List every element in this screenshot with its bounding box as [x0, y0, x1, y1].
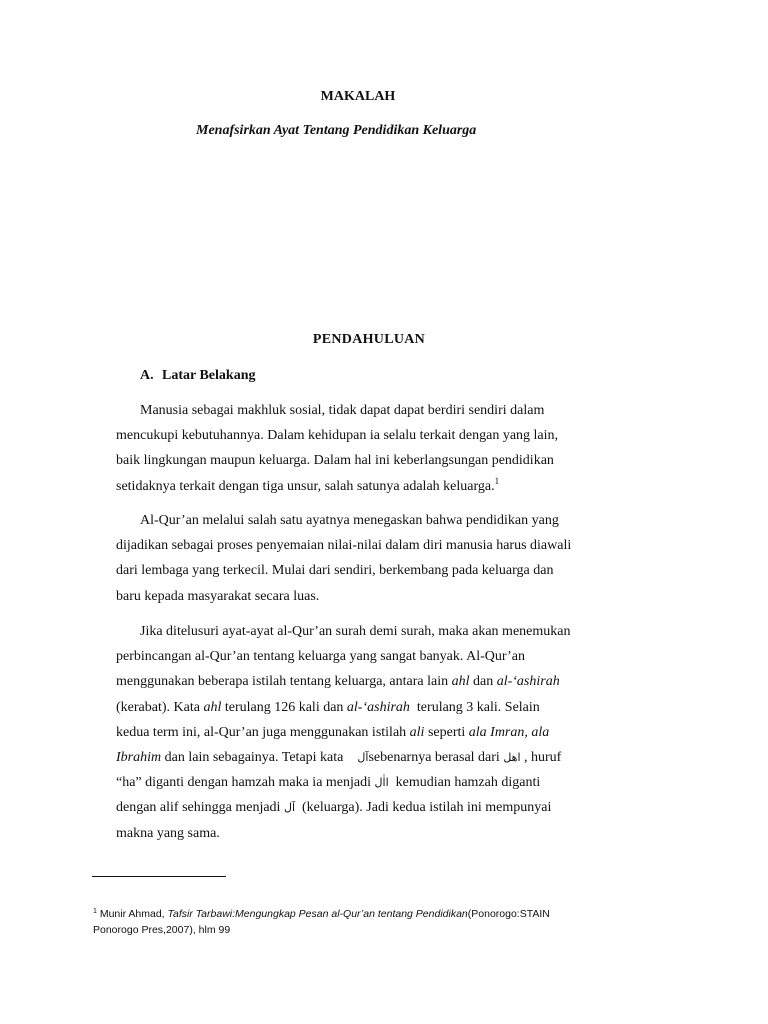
subsection-heading	[140, 368, 255, 384]
document-subtitle: Menafsirkan Ayat Tentang Pendidikan Keluarga	[196, 123, 477, 138]
arabic-word: ااٰل	[374, 776, 389, 790]
footnote-number: 1	[93, 908, 97, 915]
paragraph-line: setidaknya terkait dengan tiga unsur, salah satunya adalah keluarga.$^1$	[116, 475, 500, 494]
document-title: MAKALAH	[320, 89, 396, 104]
paragraph-3	[116, 619, 621, 846]
arabic-word: آل	[357, 751, 369, 765]
paragraph-line: dari lembaga yang terkecil. Mulai dari sendiri, berkembang pada keluarga dan	[116, 563, 554, 579]
footnote-line: Ponorogo Pres,2007), hlm 99	[93, 924, 231, 936]
section-heading: PENDAHULUAN	[312, 332, 426, 347]
paragraph-1	[116, 398, 621, 499]
paragraph-line: perbincangan al-Qur’an tentang keluarga yang sangat banyak. Al-Qur’an	[116, 649, 525, 665]
footnote-separator	[92, 876, 226, 877]
paragraph-line: Ibrahim dan lain sebagainya. Tetapi kata آلsebenarnya berasal dari اهل , huruf	[116, 750, 562, 766]
subsection-label: Latar Belakang	[162, 368, 256, 383]
paragraph-line: dengan alif sehingga menjadi آل (keluarga). Jadi kedua istilah ini mempunyai	[116, 800, 552, 816]
footnote-line: $^1$ Munir Ahmad, Tafsir Tarbawi:Mengungkap Pesan al-Qur’an tentang Pendidikan(Ponorogo:STAIN	[93, 908, 550, 920]
paragraph-line: (kerabat). Kata ahl terulang 126 kali dan al-‘ashirah terulang 3 kali. Selain	[116, 699, 540, 715]
paragraph-line: “ha” diganti dengan hamzah maka ia menjadi ااٰل kemudian hamzah diganti	[116, 775, 541, 791]
paragraph-line: mencukupi kebutuhannya. Dalam kehidupan ia selalu terkait dengan yang lain,	[116, 428, 559, 444]
paragraph-line: Manusia sebagai makhluk sosial, tidak dapat dapat berdiri sendiri dalam	[140, 403, 545, 418]
arabic-word: اهل	[503, 751, 521, 765]
subsection-number: A.	[140, 368, 154, 383]
paragraph-line: baik lingkungan maupun keluarga. Dalam hal ini keberlangsungan pendidikan	[116, 453, 554, 469]
footnote-book-title: Tafsir Tarbawi:Mengungkap Pesan al-Qur’an tentang Pendidikan	[167, 908, 468, 920]
footnote-reference[interactable]: 1	[494, 475, 500, 486]
paragraph-line: dijadikan sebagai proses penyemaian nilai-nilai dalam diri manusia harus diawali	[116, 538, 572, 554]
paragraph-line: Al-Qur’an melalui salah satu ayatnya menegaskan bahwa pendidikan yang	[140, 513, 559, 528]
footnote	[93, 906, 653, 938]
paragraph-line: makna yang sama.	[116, 825, 220, 841]
paragraph-line: Jika ditelusuri ayat-ayat al-Qur’an surah demi surah, maka akan menemukan	[140, 624, 571, 639]
paragraph-line: menggunakan beberapa istilah tentang keluarga, antara lain ahl dan al-‘ashirah	[116, 674, 560, 690]
arabic-word: آل	[283, 801, 296, 815]
paragraph-line: baru kepada masyarakat secara luas.	[116, 588, 320, 604]
paragraph-2	[116, 508, 621, 609]
paragraph-line: kedua term ini, al-Qur’an juga menggunakan istilah ali seperti ala Imran, ala	[116, 724, 550, 740]
